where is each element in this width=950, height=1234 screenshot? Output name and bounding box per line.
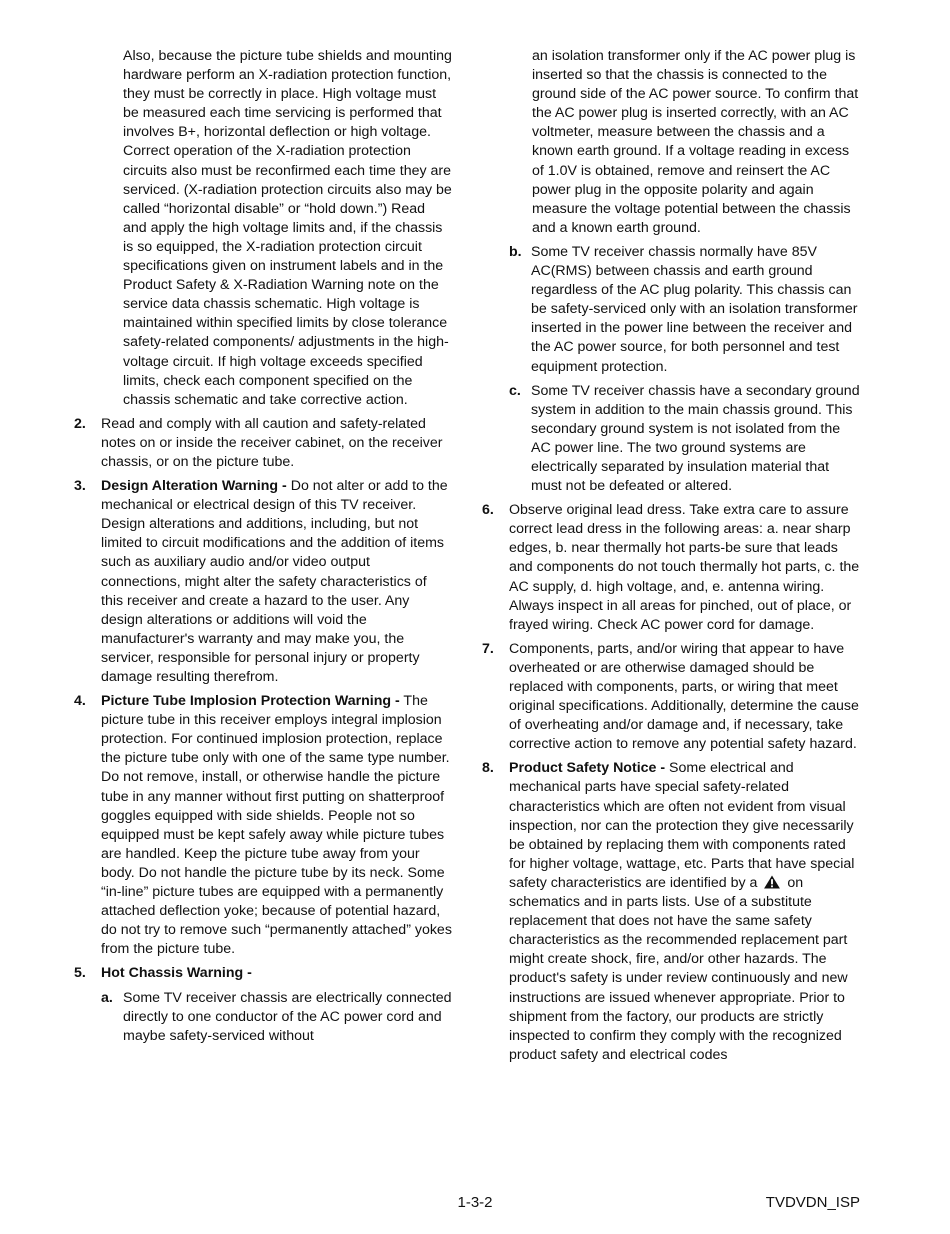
list-item-7 [482,640,862,755]
sub-item-text: Some TV receiver chassis are electrically connected directly to one conductor of the AC power cord and maybe safety-serviced without [123,989,452,1044]
list-item-5 [74,964,452,983]
sub-item-letter: a. [101,989,113,1006]
item-text: Read and comply with all caution and safety-related notes on or inside the receiver cabinet, on the receiver chassis, or on the picture tube. [101,415,443,470]
sub-item-text: Some TV receiver chassis have a secondary ground system in addition to the main chassis ground. This secondary ground system is not isolated from the AC power line. The two ground systems are electrically separated by insulation material that must not be defeated or altered. [531,382,860,495]
x-radiation-paragraph: Also, because the picture tube shields and mounting hardware perform an X-radiation protection function, they must be correctly in place. High voltage must be measured each time servicing is performed that involves B+, horizontal deflection or high voltage. Correct operation of the X-radiation protection circuits also must be reconfirmed each time they are serviced. (X-radiation protection circuits also may be called “horizontal disable” or “hold down.”) Read and apply the high voltage limits and, if the chassis is so equipped, the X-radiation protection circuit specifications given on instrument labels and in the Product Safety & X-Radiation Warning note on the service data chassis schematic. High voltage is maintained within specified limits by close tolerance safety-related components/ adjustments in the high-voltage circuit. If high voltage exceeds specified limits, check each component specified on the chassis schematic and take corrective action. [123,48,452,408]
item-number: 3. [74,478,86,495]
item-title: Picture Tube Implosion Protection Warning - [101,693,400,710]
item-title: Hot Chassis Warning - [101,965,252,982]
item-title: Design Alteration Warning - [101,478,287,495]
item-number: 5. [74,965,86,982]
item-title: Product Safety Notice - [509,760,666,777]
list-item-3 [74,477,452,687]
item-number: 7. [482,640,494,657]
item-number: 4. [74,693,86,710]
list-item-2 [74,415,452,472]
sub-item-letter: c. [509,382,521,399]
warning-triangle-icon [763,875,781,889]
sub-item-5a [74,989,452,1046]
item-text-continued: on schematics and in parts lists. Use of a substitute replacement that does not have the same safety characteristics as the recommended replacement part might create shock, fire, and/or other hazards. The product's safety is under review continuously and new instructions are issued whenever appropriate. Prior to shipment from the factory, our products are strictly inspected to confirm they comply with the recognized product safety and electrical codes [509,874,848,1063]
item-number: 6. [482,502,494,519]
item-text: Do not alter or add to the mechanical or electrical design of this TV receiver. Design alterations and additions, including, but not limited to circuit modifications and the addition of items such as auxiliary audio and/or video output connections, might alter the safety characteristics of this receiver and create a hazard to the user. Any design alterations or additions will void the manufacturer's warranty and may make you, the servicer, responsible for personal injury or property damage resulting therefrom. [101,478,448,685]
document-code: TVDVDN_ISP [765,1194,860,1211]
item-number: 8. [482,760,494,777]
left-column [74,47,452,1046]
item-text: Components, parts, and/or wiring that appear to have overheated or are otherwise damaged should be replaced with components, parts, or wiring that meet original specifications. Additionally, determine the cause of overheating and/or damage and, if necessary, take corrective action to remove any potential safety hazard. [509,640,859,753]
sub-item-5a-continued: an isolation transformer only if the AC power plug is inserted so that the chassis is connected to the ground side of the AC power source. To confirm that the AC power plug is inserted correctly, with an AC voltmeter, measure between the chassis and a known earth ground. If a voltage reading in excess of 1.0V is obtained, remove and reinsert the AC power plug in the opposite polarity and again measure the voltage potential between the chassis and a known earth ground. [532,48,859,236]
item-text: Observe original lead dress. Take extra care to assure correct lead dress in the following areas: a. near sharp edges, b. near thermally hot parts-be sure that leads and components do not touch thermally hot parts, c. the AC supply, d. high voltage, and, e. antenna wiring. Always inspect in all areas for pinched, out of place, or frayed wiring. Check AC power cord for damage. [509,502,860,633]
page-number: 1-3-2 [457,1194,493,1211]
sub-item-text: Some TV receiver chassis normally have 85V AC(RMS) between chassis and earth ground regardless of the AC plug polarity. This chassis can be safety-serviced only with an isolation transformer inserted in the power line between the receiver and the AC power source, for both personnel and test equipment protection. [531,243,858,375]
sub-item-5b [482,243,862,377]
item-text: The picture tube in this receiver employs integral implosion protection. For continued implosion protection, replace the picture tube only with one of the same type number. Do not remove, install, or otherwise handle the picture tube in any manner without first putting on shatterproof goggles equipped with side shields. People not so equipped must be kept safely away while picture tubes are handled. Keep the picture tube away from your body. Do not handle the picture tube by its neck. Some “in-line” picture tubes are equipped with a permanently attached deflection yoke; because of potential hazard, do not try to remove such “permanently attached” yokes from the picture tube. [101,693,452,958]
sub-item-letter: b. [509,243,522,260]
item-text: Some electrical and mechanical parts have special safety-related characteristics which are often not evident from visual inspection, nor can the protection they give necessarily be obtained by replacing them with components rated for higher voltage, wattage, etc. Parts that have special safety characteristics are identified by a [509,760,855,891]
list-item-8 [482,759,862,1065]
list-item-6 [482,501,862,635]
item-number: 2. [74,415,86,432]
sub-item-5c [482,382,862,497]
list-item-4 [74,692,452,959]
right-column [482,47,862,1065]
